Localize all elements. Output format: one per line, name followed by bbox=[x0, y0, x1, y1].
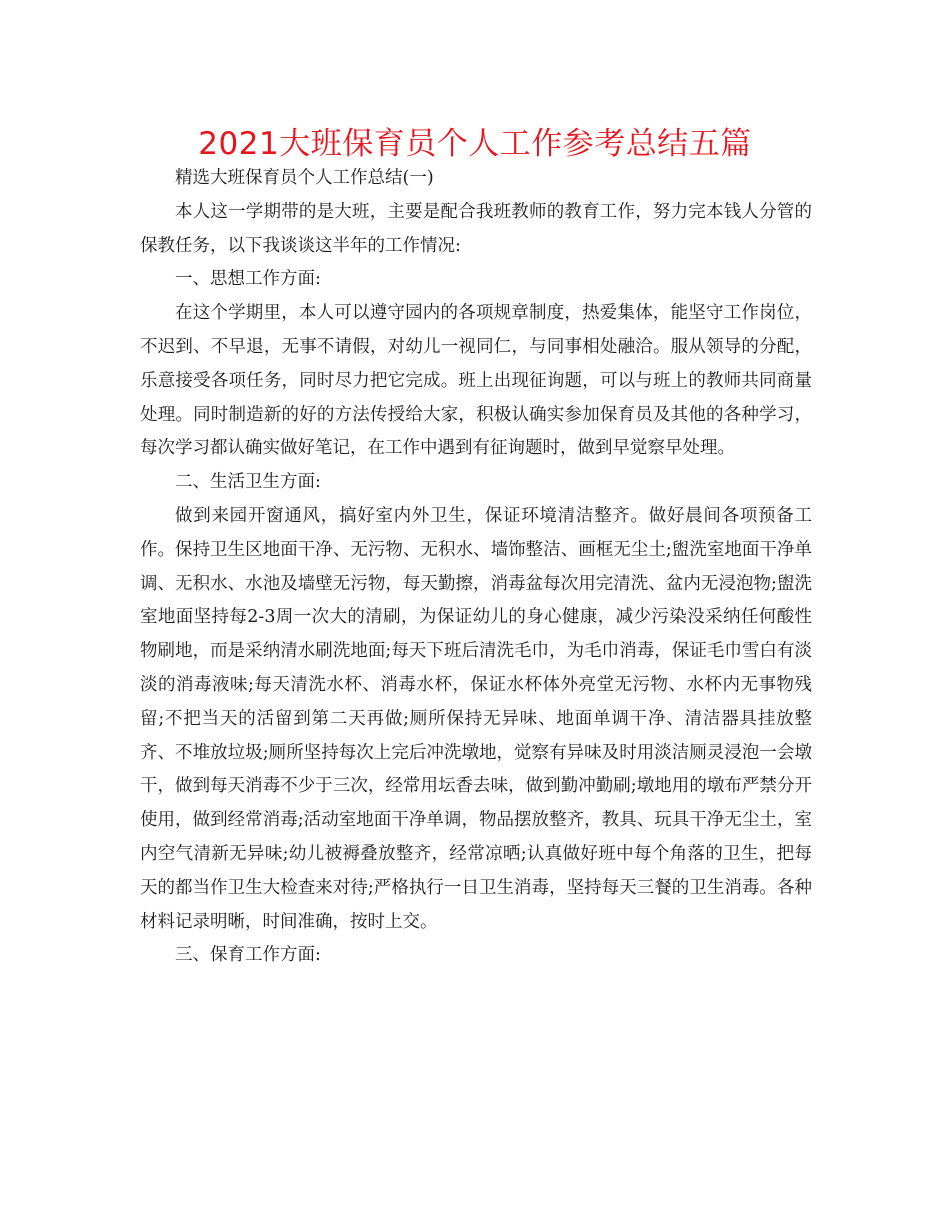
section-heading-thought: 一、思想工作方面: bbox=[175, 269, 321, 290]
paragraph-subtitle: 精选大班保育员个人工作总结(一) bbox=[175, 168, 434, 188]
paragraph-thought: 在这个学期里，本人可以遵守园内的各项规章制度，热爱集体，能坚守工作岗位，不迟到、不早退，无事不请假，对幼儿一视同仁，与同事相处融洽。服从领导的分配，乐意接受各项任务，同时尽力把它完成。班上出现征询题，可以与班上的教师共同商量处理。同时制造新的好的方法传授给大家，积极认确实参加保育员及其他的各种学习，每次学习都认确实做好笔记，在工作中遇到有征询题时，做到早觉察早处理。 bbox=[140, 303, 812, 459]
document-body bbox=[140, 162, 812, 973]
paragraph-intro: 本人这一学期带的是大班，主要是配合我班教师的教育工作，努力完本钱人分管的保教任务，以下我谈谈这半年的工作情况: bbox=[140, 201, 812, 256]
paragraph-hygiene: 做到来园开窗通风，搞好室内外卫生，保证环境清洁整齐。做好晨间各项预备工作。保持卫生区地面干净、无污物、无积水、墙饰整洁、画框无尘土;盥洗室地面干净单调、无积水、水池及墙壁无污物，每天勤擦，消毒盆每次用完清洗、盆内无浸泡物;盥洗室地面坚持每2-3周一次大的清刷，为保证幼儿的身心健康，减少污染没采纳任何酸性物刷地，而是采纳清水刷洗地面;每天下班后清洗毛巾，为毛巾消毒，保证毛巾雪白有淡淡的消毒液味;每天清洗水杯、消毒水杯，保证水杯体外亮堂无污物、水杯内无事物残留;不把当天的活留到第二天再做;厕所保持无异味、地面单调干净、清洁器具挂放整齐、不堆放垃圾;厕所坚持每次上完后冲洗墩地，觉察有异味及时用淡洁厕灵浸泡一会墩干，做到每天消毒不少于三次，经常用坛香去味，做到勤冲勤刷;墩地用的墩布严禁分开使用，做到经常消毒;活动室地面干净单调，物品摆放整齐，教具、玩具干净无尘土，室内空气清新无异味;幼儿被褥叠放整齐，经常凉晒;认真做好班中每个角落的卫生，把每天的都当作卫生大检查来对待;严格执行一日卫生消毒，坚持每天三餐的卫生消毒。各种材料记录明晰，时间准确，按时上交。 bbox=[140, 505, 812, 932]
section-heading-care: 三、保育工作方面: bbox=[175, 945, 321, 966]
document-title: 2021大班保育员个人工作参考总结五篇 bbox=[198, 126, 752, 162]
section-heading-hygiene: 二、生活卫生方面: bbox=[175, 472, 321, 493]
